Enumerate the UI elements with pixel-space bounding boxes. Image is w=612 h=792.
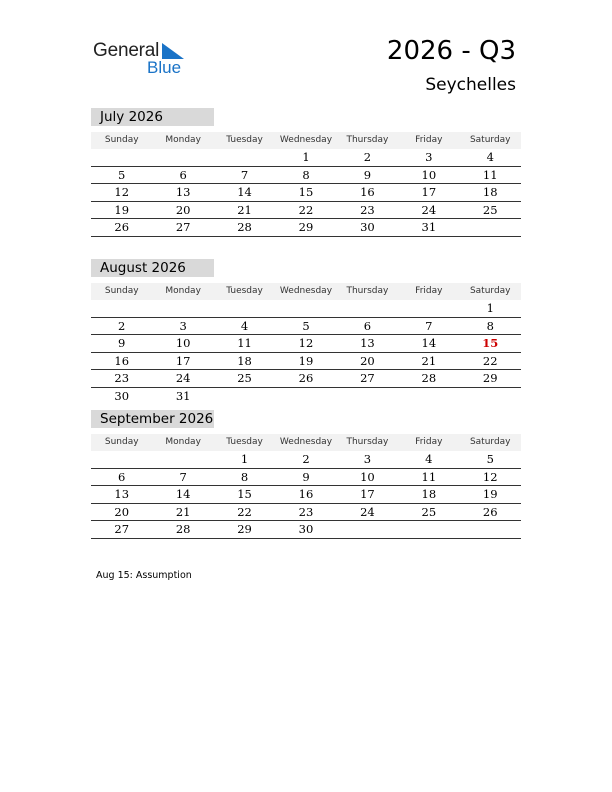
day-cell: 22 — [298, 202, 314, 217]
day-cell — [460, 219, 521, 236]
day-cell — [214, 300, 275, 317]
day-cell: 7 — [425, 318, 433, 333]
day-cell: 25 — [421, 504, 437, 519]
day-cell — [398, 388, 459, 405]
day-cell: 7 — [179, 469, 187, 484]
day-cell: 9 — [118, 336, 126, 350]
day-cell: 25 — [237, 371, 252, 385]
day-cell — [91, 149, 152, 166]
day-cell: 13 — [175, 185, 191, 199]
day-cell: 5 — [302, 318, 310, 333]
weekday-label: Monday — [165, 437, 201, 447]
day-cell: 29 — [482, 371, 498, 385]
day-cell: 20 — [175, 202, 191, 217]
day-cell — [275, 300, 336, 317]
logo-text-general: General — [93, 40, 160, 61]
day-cell: 11 — [482, 167, 498, 182]
week-row — [91, 184, 521, 202]
day-cell — [152, 300, 213, 317]
day-cell: 12 — [114, 185, 130, 199]
weekday-label: Monday — [165, 286, 201, 296]
day-cell: 2 — [118, 318, 126, 333]
day-cell: 6 — [118, 469, 126, 484]
week-row — [91, 370, 521, 388]
day-cell: 14 — [421, 336, 437, 350]
weekday-label: Saturday — [469, 437, 511, 447]
weekday-label: Sunday — [104, 286, 139, 296]
day-cell — [152, 451, 213, 468]
day-cell: 1 — [486, 301, 494, 315]
day-cell: 27 — [360, 371, 375, 385]
page-title: 2026 - Q3 — [386, 36, 516, 66]
holiday-note: Aug 15: Assumption — [96, 570, 192, 581]
day-cell — [398, 300, 459, 317]
day-cell: 23 — [114, 371, 130, 385]
day-cell: 3 — [363, 452, 372, 466]
week-row — [91, 202, 521, 220]
day-cell — [460, 521, 521, 538]
day-cell: 10 — [360, 469, 375, 484]
day-cell: 8 — [302, 167, 310, 182]
weekday-header — [91, 434, 521, 451]
day-cell: 14 — [175, 487, 191, 501]
day-cell: 2 — [302, 452, 310, 466]
day-cell: 17 — [175, 353, 191, 368]
day-cell: 26 — [482, 504, 498, 519]
day-cell: 17 — [360, 487, 375, 501]
month-title: August 2026 — [91, 259, 214, 277]
day-cell: 27 — [175, 220, 191, 234]
day-cell: 11 — [237, 336, 252, 350]
month-august — [91, 259, 521, 404]
day-cell: 1 — [240, 452, 249, 466]
day-cell: 20 — [114, 504, 130, 519]
weekday-label: Friday — [415, 135, 443, 145]
day-cell: 8 — [486, 318, 494, 333]
day-cell: 30 — [360, 220, 375, 234]
day-cell: 19 — [482, 487, 498, 501]
weekday-label: Sunday — [104, 135, 139, 145]
day-cell: 10 — [175, 336, 191, 350]
day-cell: 13 — [114, 487, 130, 501]
logo-text-blue: Blue — [147, 58, 182, 77]
weekday-label: Thursday — [346, 135, 389, 145]
day-cell: 4 — [486, 150, 494, 164]
week-row — [91, 149, 521, 167]
weekday-header — [91, 283, 521, 300]
week-row — [91, 335, 521, 353]
day-cell: 7 — [240, 167, 249, 182]
day-cell: 31 — [175, 388, 191, 403]
day-cell: 29 — [298, 220, 314, 234]
week-row — [91, 486, 521, 504]
day-cell: 12 — [482, 469, 498, 484]
day-cell: 29 — [237, 522, 252, 536]
day-cell: 21 — [237, 202, 252, 217]
week-row — [91, 521, 521, 539]
day-cell: 13 — [360, 336, 375, 350]
day-cell: 11 — [421, 469, 437, 484]
day-cell: 6 — [179, 167, 187, 182]
weekday-label: Thursday — [346, 437, 389, 447]
weekday-label: Tuesday — [226, 286, 263, 296]
day-cell: 24 — [175, 371, 191, 385]
week-row — [91, 451, 521, 469]
day-cell: 25 — [482, 202, 498, 217]
weekday-label: Thursday — [346, 286, 389, 296]
day-cell — [337, 521, 398, 538]
day-cell: 15 — [298, 185, 314, 199]
day-cell — [214, 149, 275, 166]
month-july — [91, 108, 521, 237]
day-cell: 5 — [118, 167, 126, 182]
day-cell: 9 — [302, 469, 310, 484]
weekday-label: Wednesday — [279, 286, 333, 296]
day-cell: 20 — [360, 353, 375, 368]
day-cell: 24 — [360, 504, 375, 519]
day-cell: 14 — [237, 185, 252, 199]
day-cell: 19 — [298, 353, 314, 368]
day-cell: 27 — [114, 522, 130, 536]
day-cell: 24 — [421, 202, 437, 217]
day-cell: 10 — [421, 167, 437, 182]
day-cell — [152, 149, 213, 166]
day-cell: 16 — [298, 487, 314, 501]
day-cell: 3 — [425, 150, 433, 164]
week-row — [91, 353, 521, 371]
weekday-label: Saturday — [469, 135, 511, 145]
weekday-label: Friday — [415, 437, 443, 447]
week-row — [91, 318, 521, 336]
week-row — [91, 504, 521, 522]
day-cell: 28 — [175, 522, 191, 536]
day-cell — [337, 300, 398, 317]
weekday-label: Monday — [165, 135, 201, 145]
day-cell: 12 — [298, 336, 314, 350]
month-september — [91, 410, 521, 539]
weekday-label: Wednesday — [279, 135, 333, 145]
week-row — [91, 469, 521, 487]
day-cell: 26 — [114, 220, 130, 234]
day-cell: 18 — [482, 185, 498, 199]
weekday-label: Saturday — [469, 286, 511, 296]
day-cell: 6 — [363, 318, 372, 333]
day-cell: 19 — [114, 202, 130, 217]
day-cell — [398, 521, 459, 538]
day-cell: 16 — [360, 185, 375, 199]
day-cell: 16 — [114, 353, 130, 368]
day-cell: 1 — [302, 150, 310, 164]
day-cell: 2 — [363, 150, 372, 164]
day-cell: 26 — [298, 371, 314, 385]
weekday-label: Friday — [415, 286, 443, 296]
day-cell: 4 — [425, 452, 433, 466]
week-row — [91, 300, 521, 318]
month-title: July 2026 — [91, 108, 214, 126]
day-cell: 22 — [482, 353, 498, 368]
day-cell: 21 — [421, 353, 437, 368]
day-cell: 23 — [360, 202, 375, 217]
day-cell: 5 — [486, 452, 494, 466]
day-cell: 22 — [237, 504, 252, 519]
day-cell: 21 — [175, 504, 191, 519]
week-row — [91, 388, 521, 405]
day-cell: 4 — [240, 318, 249, 333]
weekday-label: Tuesday — [226, 135, 263, 145]
day-cell — [337, 388, 398, 405]
day-cell: 15 — [237, 487, 252, 501]
day-cell: 18 — [237, 353, 252, 368]
day-cell: 17 — [421, 185, 437, 199]
day-cell: 30 — [114, 388, 130, 403]
day-cell: 30 — [298, 522, 314, 536]
day-cell — [91, 451, 152, 468]
country-name: Seychelles — [425, 75, 516, 95]
holiday-day-cell: 15 — [482, 336, 499, 350]
day-cell: 23 — [298, 504, 314, 519]
day-cell — [460, 388, 521, 405]
weekday-label: Tuesday — [226, 437, 263, 447]
generalblue-logo — [93, 40, 193, 80]
day-cell: 28 — [421, 371, 437, 385]
day-cell — [91, 300, 152, 317]
weekday-label: Wednesday — [279, 437, 333, 447]
week-row — [91, 167, 521, 185]
month-title: September 2026 — [91, 410, 214, 428]
day-cell: 18 — [421, 487, 437, 501]
day-cell: 9 — [363, 167, 372, 182]
day-cell: 8 — [240, 469, 249, 484]
day-cell: 28 — [237, 220, 252, 234]
day-cell: 31 — [421, 220, 437, 234]
day-cell — [275, 388, 336, 405]
day-cell: 3 — [179, 318, 187, 333]
weekday-label: Sunday — [104, 437, 139, 447]
day-cell — [214, 388, 275, 405]
week-row — [91, 219, 521, 237]
weekday-header — [91, 132, 521, 149]
